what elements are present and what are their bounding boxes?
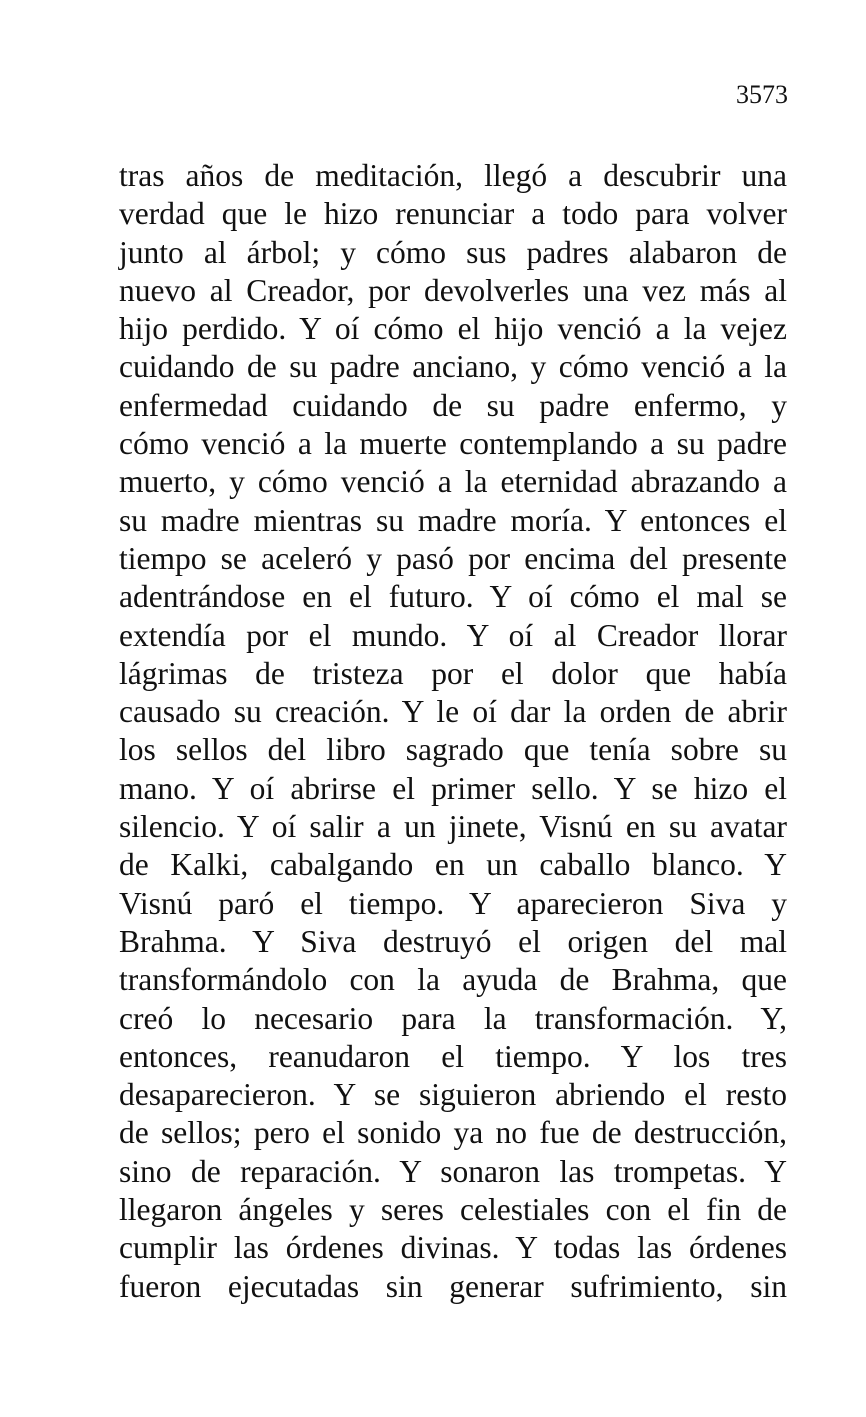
text-line: enfermedad cuidando de su padre enfermo, y [119,387,787,423]
text-line: cumplir las órdenes divinas. Y todas las órdenes [119,1230,787,1266]
text-line: nuevo al Creador, por devolverles una vez más al [119,272,787,308]
text-line: fueron ejecutadas sin generar sufrimiento, sin [119,1268,787,1304]
text-line: extendía por el mundo. Y oí al Creador llorar [119,617,787,653]
page-number: 3573 [736,80,788,109]
text-line: llegaron ángeles y seres celestiales con el fin de [119,1192,787,1228]
text-line: creó lo necesario para la transformación. Y, [119,1000,787,1036]
text-line: sino de reparación. Y sonaron las trompetas. Y [119,1153,787,1189]
text-line: Visnú paró el tiempo. Y aparecieron Siva y [119,885,787,921]
text-line: su madre mientras su madre moría. Y entonces el [119,502,787,538]
text-line: tras años de meditación, llegó a descubrir una [119,158,787,193]
text-line: de sellos; pero el sonido ya no fue de destrucción, [119,1115,787,1151]
text-line: adentrándose en el futuro. Y oí cómo el mal se [119,579,787,615]
text-line: entonces, reanudaron el tiempo. Y los tres [119,1038,787,1074]
text-line: junto al árbol; y cómo sus padres alabaron de [119,234,787,270]
text-line: lágrimas de tristeza por el dolor que había [119,655,787,691]
body-text [119,157,787,1306]
text-line: causado su creación. Y le oí dar la orden de abrir [119,694,787,730]
text-line: verdad que le hizo renunciar a todo para volver [119,196,787,232]
text-line: mano. Y oí abrirse el primer sello. Y se hizo el [119,770,787,806]
text-line: Brahma. Y Siva destruyó el origen del mal [119,923,787,959]
text-line: muerto, y cómo venció a la eternidad abrazando a [119,464,787,500]
text-line: cómo venció a la muerte contemplando a su padre [119,426,787,462]
text-line: transformándolo con la ayuda de Brahma, que [119,962,787,998]
text-line: desaparecieron. Y se siguieron abriendo el resto [119,1077,787,1113]
text-line: los sellos del libro sagrado que tenía sobre su [119,732,787,768]
text-line: de Kalki, cabalgando en un caballo blanco. Y [119,847,787,883]
text-line: silencio. Y oí salir a un jinete, Visnú en su avatar [119,809,787,845]
text-line: tiempo se aceleró y pasó por encima del presente [119,540,787,576]
text-line: hijo perdido. Y oí cómo el hijo venció a la vejez [119,311,787,347]
text-line: cuidando de su padre anciano, y cómo venció a la [119,349,787,385]
